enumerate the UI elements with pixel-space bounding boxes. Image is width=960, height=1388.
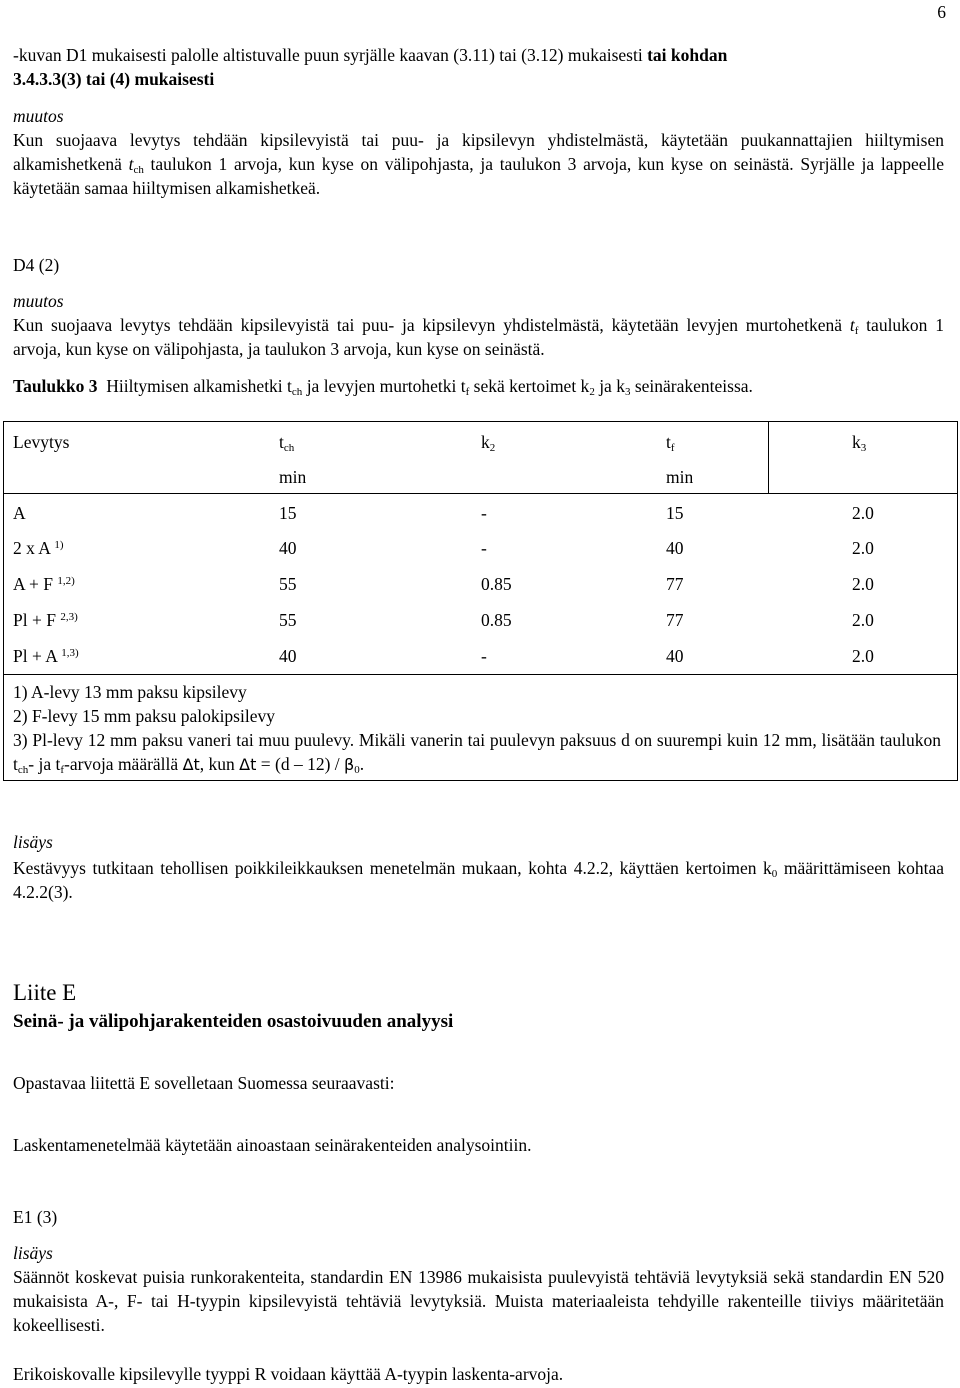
annex-e (13, 978, 944, 1034)
table-divider (768, 422, 769, 493)
annex-para-2: Laskentamenetelmää käytetään ainoastaan seinärakenteiden analysointiin. (13, 1135, 532, 1155)
note-1: 1) A-levy 13 mm paksu kipsilevy (13, 682, 247, 702)
section2-text: Kun suojaava levytys tehdään kipsilevyistä tai puu- ja kipsilevyn yhdistelmästä, käytetään levyjen murtohetkenä $t_f$ taulukon 1 arvoja, kun kyse on välipohjasta, ja taulukon 3 arvoja, kun kyse on seinästä. (13, 315, 944, 359)
intro-bold-1: tai kohdan (647, 45, 728, 65)
note-2: 2) F-levy 15 mm paksu palokipsilevy (13, 706, 275, 726)
caption-label: Taulukko 3 (13, 376, 98, 396)
section-lisays-1 (13, 830, 944, 904)
annex-para-1: Opastavaa liitettä E sovelletaan Suomessa seuraavasti: (13, 1073, 395, 1093)
table-notes (13, 680, 941, 777)
header-levytys: Levytys (13, 432, 70, 452)
data-table: Levytys $t_{ch}$ $k_2$ $t_f$ $k_3$ min min A 15 - 15 2.0 2 x A $^{1)}$ 40 - 40 2.0 A + F $^{1,2)}$ 55 0.85 77 2.0 Pl + F $^{2,3)}$ 55 0.85 77 2.0 Pl + A $^{1,3)}$ 40 - 40 2.0 1) A-levy 13 mm paksu kipsilevy 2) F-levy 15 mm paksu palokipsilevy 3) Pl-levy 12 mm paksu vaneri tai muu puulevy. Mikäli vanerin tai puulevyn paksuus d on suurempi kuin 12 mm, lisätään taulukon $t_{ch}-$ ja $t_f$-arvoja määrällä Δt, kun $\Delta t = (d - 12) / \beta_0$. (3, 421, 958, 781)
unit-tch: min (279, 467, 307, 487)
tag-muutos: muutos (13, 106, 64, 126)
section4-last: Erikoiskovalle kipsilevylle tyyppi R voidaan käyttää A-tyypin laskenta-arvoja. (13, 1364, 564, 1384)
table-rule (4, 674, 957, 675)
section-d4 (13, 253, 944, 361)
intro-bold-2: 3.4.3.3(3) tai (4) mukaisesti (13, 69, 215, 89)
header-k2: $k_2$ (481, 432, 496, 454)
table-caption: Taulukko 3 Hiiltymisen alkamishetki $t_{ch}$ ja levyjen murtohetki $t_f$ sekä kertoimet $k_2$ ja $k_3$ seinärakenteissa. (13, 376, 753, 398)
tag-muutos: muutos (13, 291, 64, 311)
page-number: 6 (937, 2, 946, 22)
note-3: 3) Pl-levy 12 mm paksu vaneri tai muu puulevy. Mikäli vanerin tai puulevyn paksuus d on suurempi kuin 12 mm, lisätään taulukon $t_{ch}-$ ja $t_f$-arvoja määrällä Δt, kun $\Delta t = (d - 12) / \beta_0$. (13, 730, 941, 776)
annex-subtitle: Seinä- ja välipohjarakenteiden osastoivuuden analyysi (13, 1011, 454, 1032)
tag-lisays: lisäys (13, 1243, 53, 1263)
tag-lisays: lisäys (13, 832, 53, 852)
section-muutos-1 (13, 104, 944, 200)
section4-text: Säännöt koskevat puisia runkorakenteita, standardin EN 13986 mukaisista puulevyistä tehtäviä levytyksiä sekä standardin EN 520 mukaisista A-, F- tai H-tyypin kipsilevyistä tehtäviä levytyksiä. Muista materiaaleista tehdyille rakenteille tiiviys määritetään kokeellisesti. (13, 1267, 944, 1335)
annex-title: Liite E (13, 980, 77, 1005)
section-heading: D4 (2) (13, 255, 60, 275)
header-k3: $k_3$ (852, 432, 867, 454)
intro-paragraph (13, 43, 944, 91)
section-heading: E1 (3) (13, 1207, 58, 1227)
section1-text: Kun suojaava levytys tehdään kipsilevyistä tai puu- ja kipsilevyn yhdistelmästä, käytetään puukannattajien hiiltymisen alkamishetkenä $t_{ch}$ taulukon 1 arvoja, kun kyse on välipohjasta, ja taulukon 3 arvoja, kun kyse on seinästä. Syrjälle ja lappeelle käytetään samaa hiiltymisen alkamishetkeä. (13, 130, 944, 198)
table-rule (4, 493, 957, 494)
intro-text: -kuvan D1 mukaisesti palolle altistuvalle puun syrjälle kaavan (3.11) tai (3.12) mukaisesti (13, 45, 648, 65)
header-tf: $t_f$ (666, 432, 675, 454)
section-e1 (13, 1205, 944, 1386)
unit-tf: min (666, 467, 694, 487)
section3-text: Kestävyys tutkitaan tehollisen poikkileikkauksen menetelmän mukaan, kohta 4.2.2, käyttäen kertoimen $k_0$ määrittämiseen kohtaa 4.2.2(3). (13, 858, 944, 902)
header-tch: $t_{ch}$ (279, 432, 295, 454)
